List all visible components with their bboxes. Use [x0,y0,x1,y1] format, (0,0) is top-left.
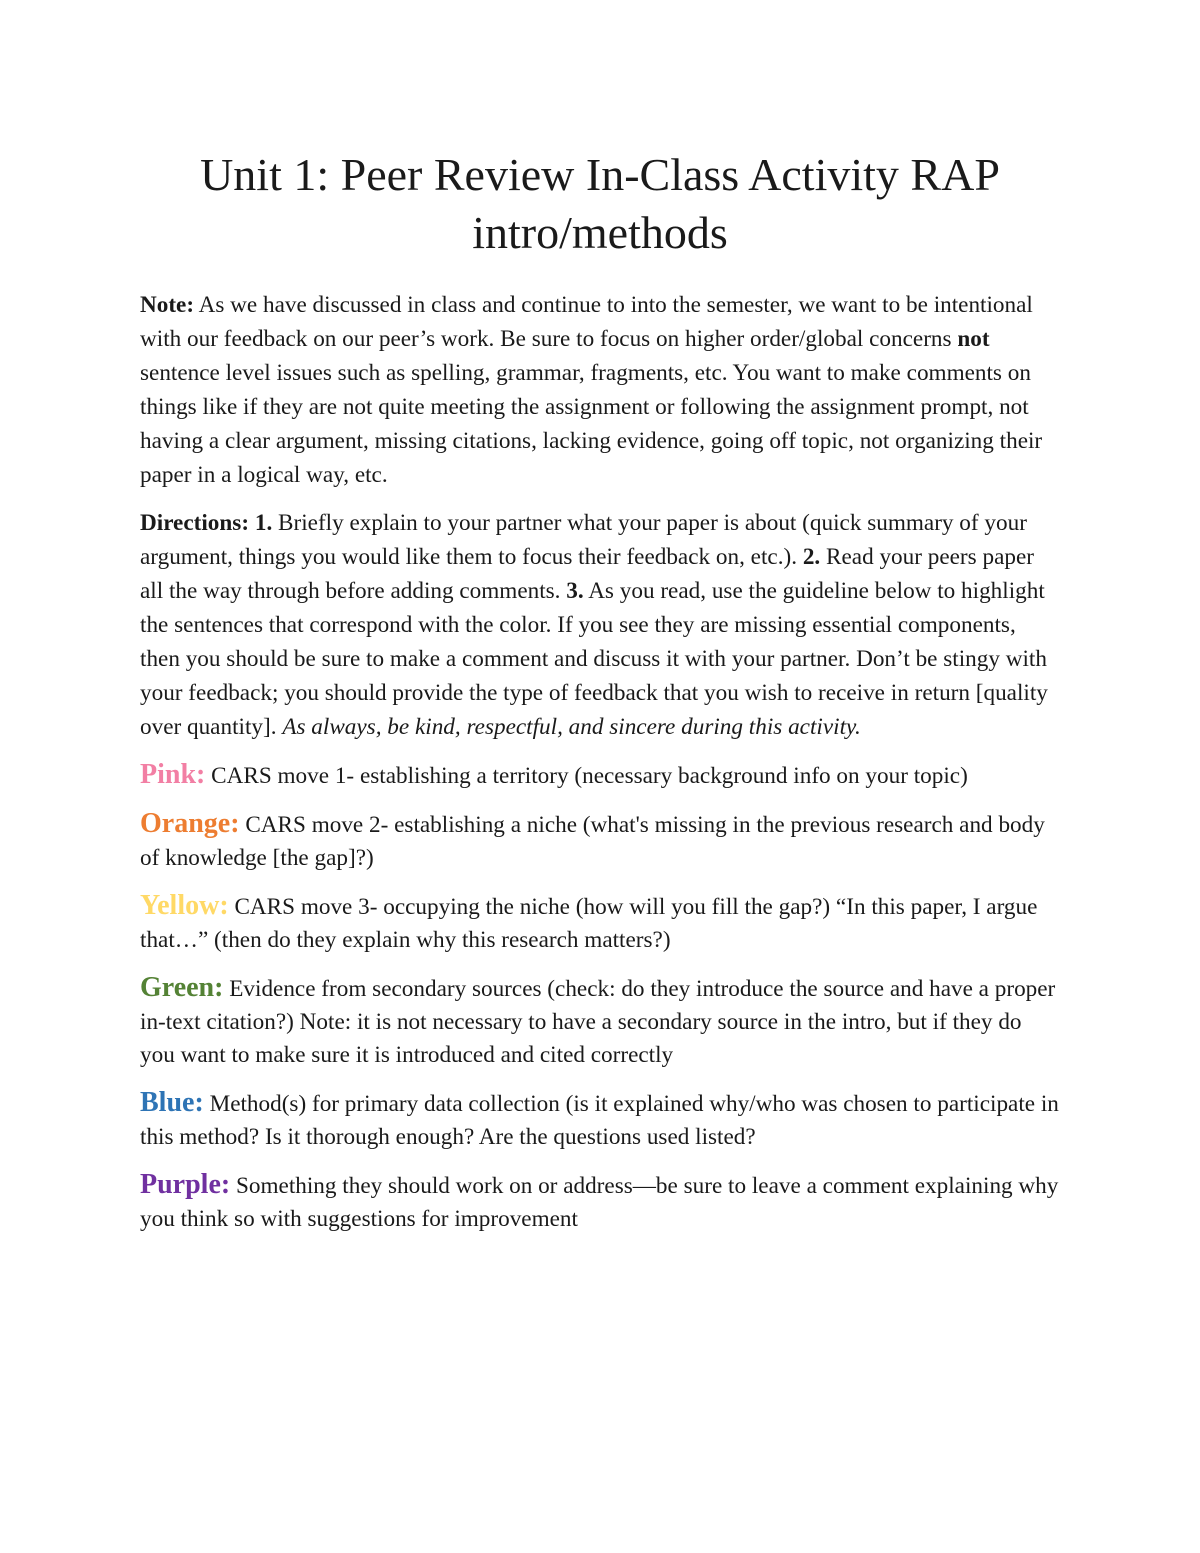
color-item-pink [140,758,1060,793]
color-label-orange: Orange: [140,808,240,839]
step-3-number: 3. [566,578,584,604]
color-label-blue: Blue: [140,1087,204,1118]
color-item-purple [140,1168,1060,1236]
color-item-orange [140,807,1060,875]
page-title [140,146,1060,262]
color-label-yellow: Yellow: [140,890,229,921]
title-line-1: Unit 1: Peer Review In-Class Activity RAP [200,149,1000,200]
color-label-pink: Pink: [140,759,206,790]
note-label: Note: [140,292,195,318]
color-text-green: Evidence from secondary sources (check: do they introduce the source and have a proper in-text citation?) Note: it is not necessary to have a secondary source in the intro, but if they do you want to make sure it is introduced and cited correctly [140,976,1056,1068]
note-emphasis: not [957,326,990,352]
document-page [140,146,1060,1250]
step-3-text: As you read, use the guideline below to highlight the sentences that correspond with the color. If you see they are missing essential components, then you should be sure to make a comment and discuss it with your partner. Don’t be stingy with your feedback; you should provide the type of feedback that you wish to receive in return [quality over quantity]. [140,578,1048,740]
note-text-1: As we have discussed in class and continue to into the semester, we want to be intentional with our feedback on our peer’s work. Be sure to focus on higher order/global concerns [140,292,1033,352]
color-text-blue: Method(s) for primary data collection (is it explained why/who was chosen to participate in this method? Is it thorough enough? Are the questions used listed? [140,1091,1059,1150]
color-item-blue [140,1086,1060,1154]
title-line-2: intro/methods [472,207,728,258]
step-2-number: 2. [802,544,821,570]
color-text-orange: CARS move 2- establishing a niche (what's missing in the previous research and body of knowledge [the gap]?) [140,812,1045,871]
closing-italic-text: As always, be kind, respectful, and sincere during this activity. [282,714,861,740]
color-text-purple: Something they should work on or address—be sure to leave a comment explaining why you think so with suggestions for improvement [140,1173,1059,1232]
note-paragraph [140,288,1060,492]
color-item-green [140,971,1060,1072]
step-1-text: Briefly explain to your partner what your paper is about (quick summary of your argument, things you would like them to focus their feedback on, etc.). [140,510,1027,570]
directions-label: Directions: [140,510,250,536]
note-text-2: sentence level issues such as spelling, grammar, fragments, etc. You want to make comments on things like if they are not quite meeting the assignment or following the assignment prompt, not having a clear argument, missing citations, lacking evidence, going off topic, not organizing their paper in a logical way, etc. [140,360,1043,488]
color-text-yellow: CARS move 3- occupying the niche (how will you fill the gap?) “In this paper, I argue that…” (then do they explain why this research matters?) [140,894,1038,953]
color-label-green: Green: [140,972,224,1003]
color-text-pink: CARS move 1- establishing a territory (necessary background info on your topic) [205,763,968,789]
directions-paragraph [140,506,1060,744]
color-item-yellow [140,889,1060,957]
color-label-purple: Purple: [140,1169,231,1200]
step-2-text: Read your peers paper all the way through before adding comments. [140,544,1034,604]
step-1-number: 1. [254,510,273,536]
